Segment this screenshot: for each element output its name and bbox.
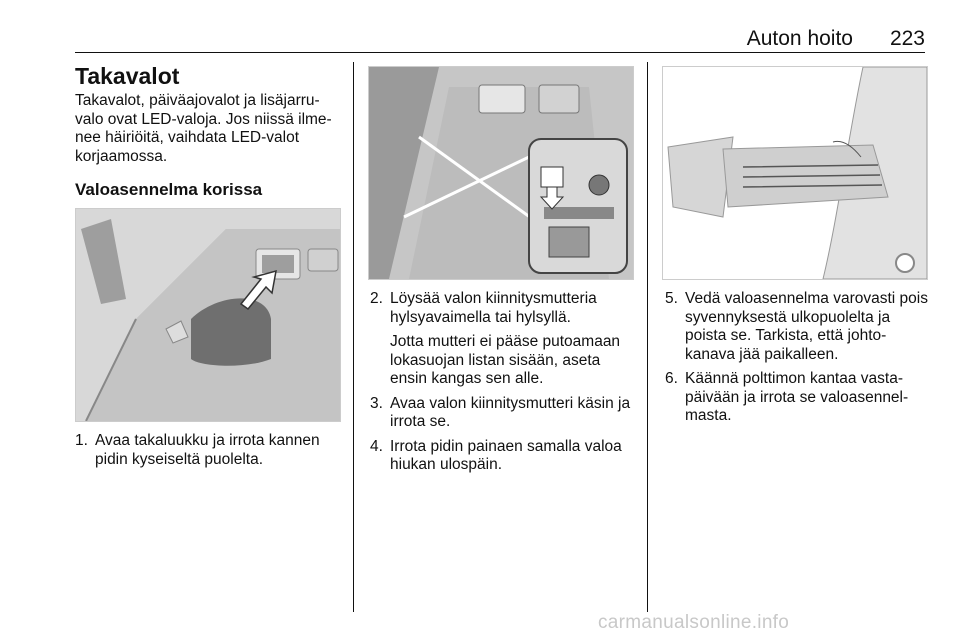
illustration-nut-removal (368, 66, 634, 280)
step-text: Käännä polttimon kantaa vasta-päivään ja irrota se valoasennel-masta. (685, 370, 909, 424)
step-text: Vedä valoasennelma varovasti pois syvennyksestä ulkopuolelta ja poista se. Tarkista, että johto-kanava jää paikalleen. (685, 290, 928, 363)
column-divider (647, 62, 648, 612)
column-1 (75, 62, 340, 199)
step-text: Avaa takaluukku ja irrota kannen pidin kyseiseltä puolelta. (95, 432, 320, 468)
steps-col1 (75, 432, 340, 475)
step-number: 1. (75, 432, 88, 449)
step-number: 6. (665, 370, 678, 387)
step-note: Jotta mutteri ei pääse putoamaan lokasuojan listan sisään, aseta ensin kangas sen alle. (390, 333, 621, 387)
illustration-lamp-assembly (662, 66, 928, 280)
list-item (665, 290, 930, 364)
list-item (370, 438, 635, 475)
step-text: Avaa valon kiinnitysmutteri käsin ja irrota se. (390, 394, 631, 430)
list-item (75, 432, 340, 469)
list-item (370, 290, 635, 389)
page-number: 223 (889, 27, 925, 50)
column-divider (353, 62, 354, 612)
page-title: Takavalot (75, 63, 180, 89)
steps-col2 (370, 290, 635, 481)
step-number: 3. (370, 394, 383, 412)
step-number: 4. (370, 437, 383, 455)
section-title: Auton hoito (746, 27, 853, 50)
subsection-title: Valoasennelma korissa (75, 180, 263, 199)
step-text: Irrota pidin painaen samalla valoa hiukan ulospäin. (390, 437, 622, 473)
list-item (370, 395, 635, 432)
page-header (75, 24, 925, 53)
intro-paragraph: Takavalot, päiväajovalot ja lisäjarru-valo ovat LED-valoja. Jos niissä ilme-nee häiriöitä, vaihdata LED-valot korjaamossa. (75, 92, 332, 165)
step-number: 5. (665, 290, 678, 307)
steps-col3 (665, 290, 930, 432)
watermark: carmanualsonline.info (598, 612, 790, 633)
list-item (665, 370, 930, 426)
illustration-trunk-cover (75, 208, 341, 422)
step-text: Löysää valon kiinnitysmutteria hylsyavaimella tai hylsyllä. (390, 290, 597, 326)
step-number: 2. (370, 290, 383, 307)
